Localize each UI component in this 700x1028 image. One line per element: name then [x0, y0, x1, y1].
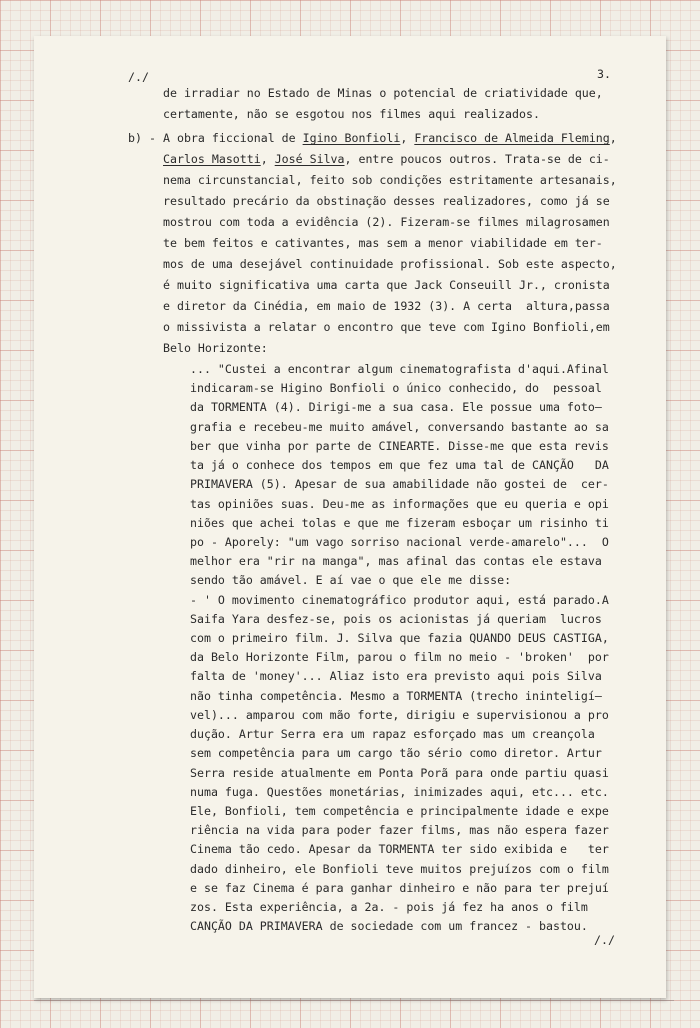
quote-line-26: Cinema tão cedo. Apesar da TORMENTA ter sido exibida e ter	[190, 842, 609, 857]
author-name-jose-silva: José Silva	[274, 152, 345, 166]
quote-line-6: ta já o conhece dos tempos em que fez uma tal de CANÇÃO DA	[190, 458, 609, 473]
quote-line-30: CANÇÃO DA PRIMAVERA de sociedade com um francez - bastou.	[190, 919, 588, 934]
author-name-igino-bonfioli: Igino Bonfioli	[302, 131, 401, 145]
quote-line-25: riência na vida para poder fazer films, mas não espera fazer	[190, 823, 609, 838]
quote-line-11: melhor era "rir na manga", mas afinal das contas ele estava	[190, 554, 602, 569]
author-name-carlos-masotti: Carlos Masotti	[163, 152, 261, 166]
quote-line-5: ber que vinha por parte de CINEARTE. Disse-me que esta revis	[190, 438, 609, 453]
quote-line-10: po - Aporely: "um vago sorriso nacional verde-amarelo"... O	[190, 534, 609, 549]
item-b-line-2	[163, 154, 610, 166]
quote-line-8: tas opiniões suas. Deu-me as informações que eu queria e opi	[190, 496, 609, 511]
quote-line-9: niões que achei tolas e que me fizeram esboçar um risinho ti	[190, 515, 609, 530]
quote-line-28: e se faz Cinema é para ganhar dinheiro e não para ter prejuí	[190, 880, 609, 895]
item-b-marker: b) -	[128, 131, 156, 145]
separator: ,	[400, 131, 415, 145]
item-b-line-1-prefix: A obra ficcional de	[163, 131, 303, 145]
quote-line-27: dado dinheiro, ele Bonfioli teve muitos prejuízos com o film	[190, 861, 609, 876]
continuation-mark-top: /./	[128, 70, 149, 84]
item-b-line-8: é muito significativa uma carta que Jack Conseuill Jr., cronista	[163, 278, 610, 292]
quote-line-14: Saifa Yara desfez-se, pois os acionistas já queriam lucros	[190, 611, 602, 626]
item-b-line-2-suffix: , entre poucos outros. Trata-se de ci-	[344, 152, 610, 166]
continuation-mark-bottom: /./	[594, 933, 615, 947]
item-b-line-10: o missivista a relatar o encontro que teve com Igino Bonfioli,em	[163, 320, 610, 334]
quote-line-4: grafia e recebeu-me muito amável, conversando bastante ao sa	[190, 419, 609, 434]
quote-line-12: sendo tão amável. E aí vae o que ele me disse:	[190, 573, 512, 588]
quote-line-17: falta de 'money'... Aliaz isto era previsto aqui pois Silva	[190, 669, 602, 684]
quote-line-13: - ' O movimento cinematográfico produtor aqui, está parado.A	[190, 592, 609, 607]
quote-line-1: ... "Custei a encontrar algum cinematografista d'aqui.Afinal	[190, 362, 609, 377]
quote-line-18: não tinha competência. Mesmo a TORMENTA (trecho ininteligí—	[190, 688, 602, 703]
author-name-francisco-fleming: Francisco de Almeida Fleming	[414, 131, 610, 145]
quote-line-22: Serra reside atualmente em Ponta Porã para onde partiu quasi	[190, 765, 609, 780]
page-number: 3.	[597, 67, 611, 81]
quote-line-19: vel)... amparou com mão forte, dirigiu e supervisionou a pro	[190, 707, 609, 722]
quote-line-21: sem competência para um cargo tão sério como diretor. Artur	[190, 746, 602, 761]
item-b-line-7: mos de uma desejável continuidade profissional. Sob este aspecto,	[163, 257, 617, 271]
item-b-line-9: e diretor da Cinédia, em maio de 1932 (3). A certa altura,passa	[163, 299, 610, 313]
separator: ,	[260, 152, 275, 166]
table-edge-line	[34, 1000, 674, 1001]
quote-line-15: com o primeiro film. J. Silva que fazia QUANDO DEUS CASTIGA,	[190, 631, 609, 646]
intro-line-2: certamente, não se esgotou nos filmes aqui realizados.	[163, 107, 540, 121]
quote-line-24: Ele, Bonfioli, tem competência e principalmente idade e expe	[190, 803, 609, 818]
quote-line-23: numa fuga. Questões monetárias, inimizades aqui, etc... etc.	[190, 784, 609, 799]
item-b-line-5: mostrou com toda a evidência (2). Fizeram-se filmes milagrosamen	[163, 215, 610, 229]
quote-line-29: zos. Esta experiência, a 2a. - pois já fez ha anos o film	[190, 900, 588, 915]
quote-line-2: indicaram-se Higino Bonfioli o único conhecido, do pessoal	[190, 381, 602, 396]
item-b-line-11: Belo Horizonte:	[163, 341, 268, 355]
quote-line-3: da TORMENTA (4). Dirigi-me a sua casa. Ele possue uma foto—	[190, 400, 602, 415]
item-b-line-3: nema circunstancial, feito sob condições estritamente artesanais,	[163, 173, 617, 187]
item-b-line-1	[163, 133, 617, 145]
item-b-line-4: resultado precário da obstinação desses realizadores, como já se	[163, 194, 610, 208]
quote-line-20: dução. Artur Serra era um rapaz esforçado mas um creançola	[190, 727, 595, 742]
item-b-line-6: te bem feitos e cativantes, mas sem a menor viabilidade em ter-	[163, 236, 603, 250]
quote-line-7: PRIMAVERA (5). Apesar de sua amabilidade não gostei de cer-	[190, 477, 609, 492]
quote-line-16: da Belo Horizonte Film, parou o film no meio - 'broken' por	[190, 650, 609, 665]
intro-line-1: de irradiar no Estado de Minas o potencial de criatividade que,	[163, 86, 603, 100]
separator: ,	[609, 131, 617, 145]
